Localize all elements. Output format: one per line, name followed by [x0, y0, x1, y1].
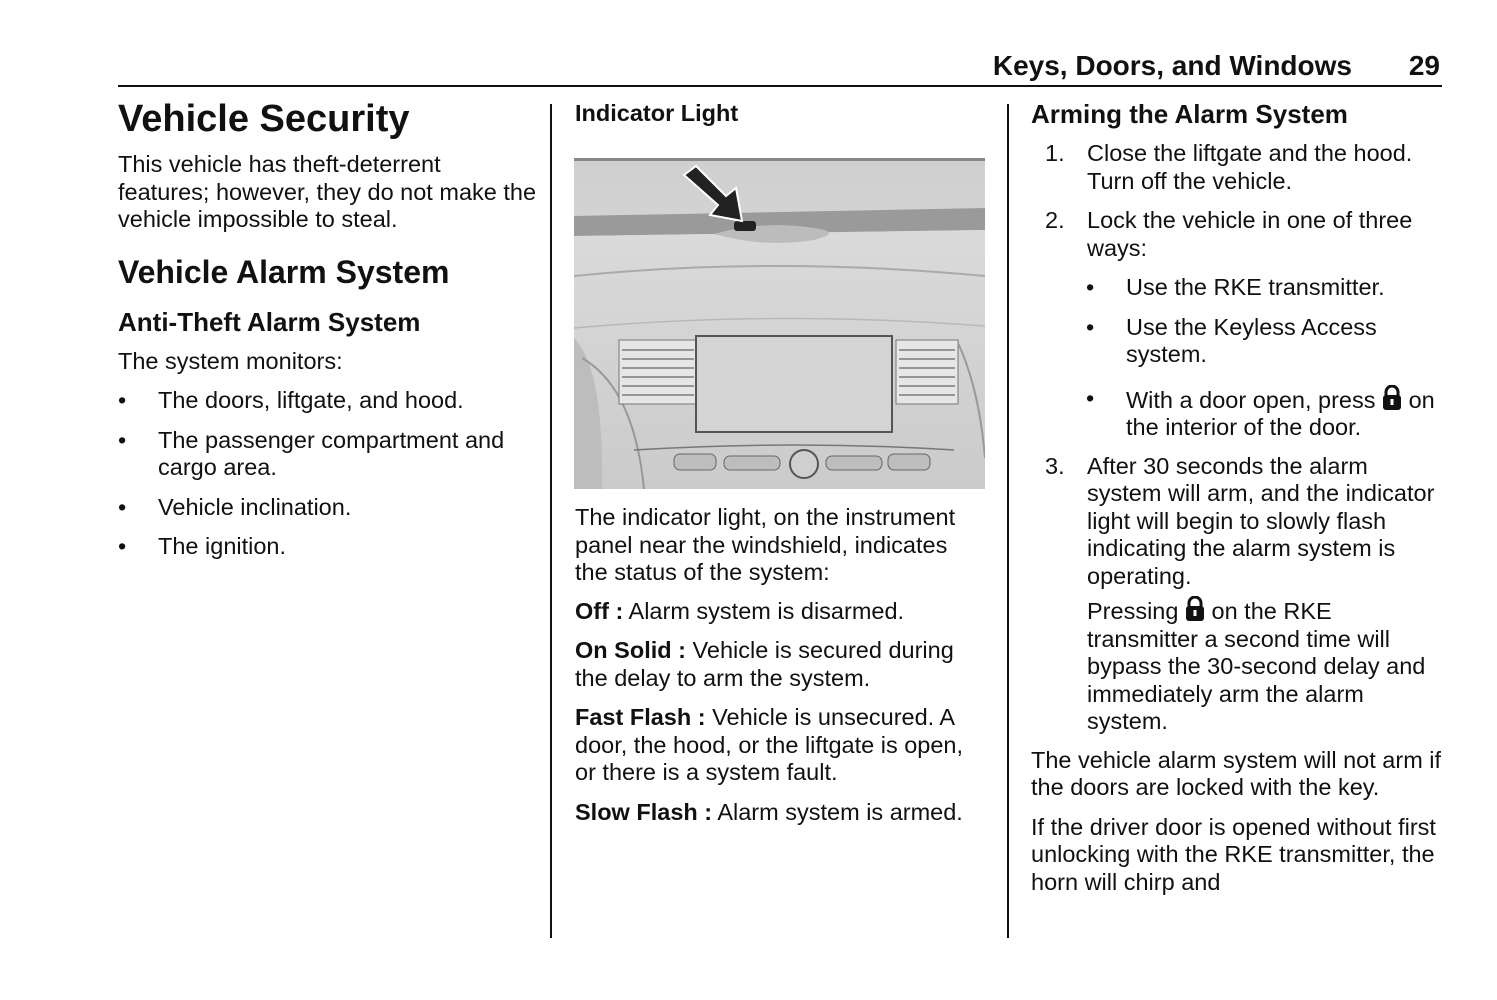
- page-number: 29: [1408, 50, 1440, 81]
- state-text: Vehicle is unsecured. A door, the hood, or the liftgate is open, or there is a system fault.: [575, 704, 964, 785]
- dashboard-illustration: [574, 158, 985, 489]
- state-slow-flash: [575, 799, 985, 827]
- step-text: Lock the vehicle in one of three ways:: [1087, 207, 1413, 261]
- middle-column-body: [575, 504, 985, 826]
- alarm-note: The vehicle alarm system will not arm if the doors are locked with the key.: [1031, 746, 1442, 800]
- step-number: 3.: [1045, 452, 1065, 479]
- way3-text-before: With a door open, press: [1126, 386, 1376, 413]
- list-item: • The passenger compartment and cargo area.: [118, 427, 538, 482]
- state-text: Alarm system is armed.: [717, 798, 963, 825]
- indicator-led: [734, 221, 756, 231]
- list-item: [1031, 385, 1443, 442]
- state-off: [575, 598, 985, 626]
- state-term: Slow Flash :: [575, 798, 713, 825]
- step-number: 2.: [1045, 207, 1065, 233]
- volume-knob: [790, 450, 818, 478]
- alarm-system-heading: Vehicle Alarm System: [118, 253, 450, 290]
- step-text: Close the liftgate and the hood. Turn off the vehicle.: [1087, 140, 1413, 194]
- state-term: Off :: [575, 597, 624, 624]
- security-intro: This vehicle has theft-deterrent features; however, they do not make the vehicle impossible to steal.: [118, 151, 537, 232]
- left-column: [118, 97, 538, 561]
- state-term: On Solid :: [575, 637, 686, 663]
- antitheft-heading: Anti-Theft Alarm System: [118, 306, 421, 337]
- step-1: [1031, 140, 1443, 195]
- column-divider-right: [1007, 104, 1009, 938]
- list-item: • Use the Keyless Access system.: [1031, 314, 1443, 369]
- monitors-list: [118, 387, 538, 561]
- section-title: Keys, Doors, and Windows: [992, 50, 1352, 81]
- driver-door-note: If the driver door is opened without first unlocking with the RKE transmitter, the horn will chirp and: [1031, 813, 1436, 895]
- list-item: • The doors, liftgate, and hood.: [118, 387, 538, 415]
- list-item: • The ignition.: [118, 533, 538, 561]
- display-screen: [696, 336, 892, 432]
- page-title: Vehicle Security: [118, 98, 410, 140]
- state-term: Fast Flash :: [575, 704, 706, 730]
- list-item: • Use the RKE transmitter.: [1031, 274, 1443, 302]
- lock-icon: [1382, 385, 1402, 411]
- step-2: [1031, 207, 1443, 262]
- indicator-description: The indicator light, on the instrument panel near the windshield, indicates the status of the system:: [575, 504, 956, 585]
- arming-heading: Arming the Alarm System: [1031, 99, 1348, 129]
- way3-text-after: on the interior of the door.: [1126, 386, 1435, 440]
- header-divider: [118, 85, 1442, 87]
- step-number: 1.: [1045, 140, 1065, 166]
- right-column: [1031, 99, 1443, 896]
- pressing-text-before: Pressing: [1087, 598, 1179, 624]
- monitors-intro: The system monitors:: [118, 347, 343, 374]
- indicator-light-heading: Indicator Light: [575, 100, 739, 126]
- state-text: Vehicle is secured during the delay to arm the system.: [575, 637, 954, 691]
- lock-icon: [1185, 596, 1205, 622]
- list-item: • Vehicle inclination.: [118, 494, 538, 522]
- step-3: [1031, 453, 1443, 591]
- step-text: After 30 seconds the alarm system will arm, and the indicator light will begin to slowly flash indicating the alarm system is operating.: [1087, 452, 1435, 589]
- column-divider-left: [550, 104, 552, 938]
- pressing-note: [1031, 596, 1443, 736]
- state-fast-flash: [575, 704, 985, 787]
- state-on-solid: [575, 637, 985, 692]
- middle-column: [575, 99, 985, 127]
- state-text: Alarm system is disarmed.: [628, 597, 905, 624]
- pressing-text-after: on the RKE transmitter a second time will bypass the 30-second delay and immediately arm the alarm system.: [1087, 598, 1426, 734]
